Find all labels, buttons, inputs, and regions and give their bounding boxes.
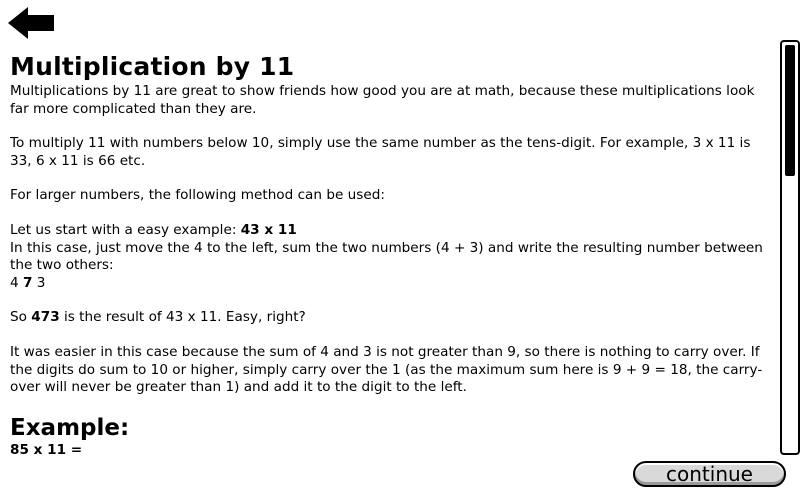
result-suffix: is the result of 43 x 11. Easy, right?: [59, 309, 306, 326]
easy-example-expression: 43 x 11: [240, 221, 297, 238]
example-line: 85 x 11 =: [10, 441, 83, 454]
carry-paragraph: It was easier in this case because the sum of 4 and 3 is not greater than 9, so there is nothing to carry over. If the digits do sum to 10 or higher, simply carry over the 1 (as the maximum sum here is 9 + 9 = 18, the carry-over will never be greater than 1) and add it to the digit to the left.: [10, 343, 763, 396]
below-ten-paragraph: To multiply 11 with numbers below 10, simply use the same number as the tens-digit. For example, 3 x 11 is 33, 6 x 11 is 66 etc.: [10, 135, 751, 169]
digit-left: 4: [10, 274, 19, 291]
arrow-left-icon: [8, 6, 56, 40]
back-button[interactable]: [8, 6, 56, 40]
page-title: Multiplication by 11: [10, 52, 295, 81]
larger-numbers-paragraph: For larger numbers, the following method can be used:: [10, 187, 385, 204]
lesson-content: [10, 52, 776, 454]
continue-button[interactable]: continue: [633, 461, 786, 487]
scrollbar[interactable]: [780, 40, 800, 455]
digit-middle: 7: [22, 274, 33, 291]
move-instruction: In this case, just move the 4 to the left, sum the two numbers (4 + 3) and write the resulting number between the two others:: [10, 239, 763, 274]
result-prefix: So: [10, 309, 32, 326]
digit-right: 3: [36, 274, 46, 291]
easy-example-prefix: Let us start with a easy example:: [10, 221, 241, 238]
intro-paragraph: Multiplications by 11 are great to show friends how good you are at math, because these multiplications look far more complicated than they are.: [10, 83, 755, 117]
scrollbar-thumb[interactable]: [785, 45, 795, 176]
result-value: 473: [31, 309, 60, 326]
easy-example-paragraph: [10, 222, 776, 292]
example-heading: Example:: [10, 414, 130, 441]
result-paragraph: [10, 309, 776, 327]
